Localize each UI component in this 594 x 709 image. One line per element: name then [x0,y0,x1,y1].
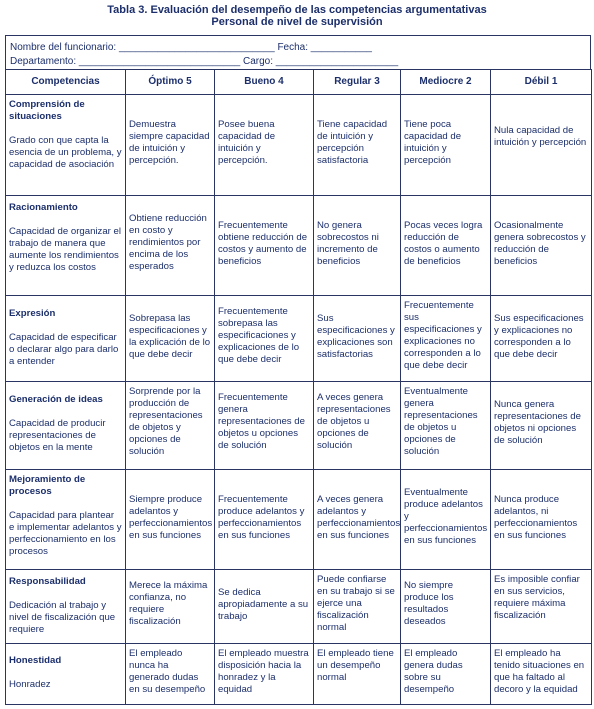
header-regular: Regular 3 [314,70,401,95]
competency-description: Honradez [9,679,51,690]
competency-description: Grado con que capta la esencia de un problema, y capacidad de asociación [9,135,122,170]
level-cell [314,382,401,470]
departamento-cargo-line[interactable]: Departamento: _____________________________ Cargo: ______________________ [10,56,399,67]
level-cell [491,95,592,196]
level-text: Frecuentemente genera representaciones de objetos u opciones de solución [218,392,305,451]
level-text: No siempre produce los resultados deseados [404,580,454,627]
level-text: Sus especificaciones y explicaciones no corresponden a lo que debe decir [494,313,584,360]
competency-description: Capacidad de producir representaciones de objetos en la mente [9,418,106,453]
level-text: Demuestra siempre capacidad de intuición y percepción. [129,119,210,166]
level-text: El empleado muestra disposición hacia la honradez y la equidad [218,648,309,695]
level-cell [401,570,491,644]
competency-cell [6,644,126,705]
employee-form [5,35,591,69]
level-text: Frecuentemente sus especificaciones y explicaciones no corresponden a lo que debe decir [404,300,482,371]
level-text: Obtiene reducción en costo y rendimientos por encima de los esperados [129,213,207,272]
level-text: Sorprende por la producción de representaciones de objetos y opciones de solución [129,386,203,457]
level-text: Ocasionalmente genera sobrecostos y reducción de beneficios [494,220,586,267]
table-row [6,470,592,570]
level-cell [401,382,491,470]
level-cell [401,95,491,196]
level-text: Eventualmente produce adelantos y perfeccionamientos en sus funciones [404,487,488,546]
level-text: A veces genera adelantos y perfeccionamientos en sus funciones [317,494,401,541]
funcionario-fecha-line[interactable]: Nombre del funcionario: ____________________________ Fecha: ___________ [10,42,372,53]
level-text: Tiene capacidad de intuición y percepción satisfactoria [317,119,388,166]
competency-name: Generación de ideas [9,394,103,405]
level-cell [215,196,314,296]
level-text: Sus especificaciones y explicaciones son satisfactorias [317,313,395,360]
level-text: Tiene poca capacidad de intuición y percepción [404,119,462,166]
competency-description: Capacidad de organizar el trabajo de manera que aumente los rendimientos y reduzca los costos [9,226,122,273]
level-cell [401,644,491,705]
competency-cell [6,570,126,644]
competency-cell [6,382,126,470]
table-row [6,382,592,470]
table-row [6,196,592,296]
header-debil: Débil 1 [491,70,592,95]
level-cell [215,95,314,196]
level-cell [491,570,592,644]
level-text: Sobrepasa las especificaciones y la explicación de lo que debe decir [129,313,211,360]
header-mediocre: Mediocre 2 [401,70,491,95]
level-text: Frecuentemente sobrepasa las especificaciones y explicaciones de lo que debe decir [218,306,300,365]
level-cell [126,470,215,570]
level-cell [215,644,314,705]
level-cell [401,470,491,570]
level-cell [314,644,401,705]
level-cell [491,644,592,705]
level-cell [491,470,592,570]
level-cell [314,570,401,644]
competency-name: Comprensión de situaciones [9,99,85,122]
title-line-2: Personal de nivel de supervisión [211,16,383,28]
level-cell [126,296,215,382]
competency-description: Dedicación al trabajo y nivel de fiscalización que requiere [9,600,116,635]
evaluation-table [5,69,592,705]
level-cell [126,644,215,705]
level-text: Posee buena capacidad de intuición y percepción. [218,119,276,166]
level-cell [215,296,314,382]
level-text: No genera sobrecostos ni incremento de beneficios [317,220,379,267]
level-cell [314,470,401,570]
level-cell [491,382,592,470]
level-text: Merece la máxima confianza, no requiere fiscalización [129,580,208,627]
competency-name: Responsabilidad [9,576,86,587]
level-text: Siempre produce adelantos y perfeccionamientos en sus funciones [129,494,213,541]
competency-name: Mejoramiento de procesos [9,474,86,497]
level-cell [215,570,314,644]
level-text: Eventualmente genera representaciones de objetos u opciones de solución [404,386,478,457]
table-title [0,0,594,34]
competency-name: Honestidad [9,655,62,666]
level-text: Nula capacidad de intuición y percepción [494,125,587,148]
level-text: El empleado genera dudas sobre su desempeño [404,648,463,695]
level-text: Frecuentemente obtiene reducción de costos y aumento de beneficios [218,220,308,267]
competency-cell [6,470,126,570]
title-line-1: Tabla 3. Evaluación del desempeño de las competencias argumentativas [107,4,487,16]
level-text: El empleado ha tenido situaciones en que ha faltado al decoro y la equidad [494,648,585,695]
table-row [6,296,592,382]
level-text: Nunca genera representaciones de objetos ni opciones de solución [494,399,581,446]
header-competencias: Competencias [6,70,126,95]
level-cell [126,382,215,470]
competency-name: Racionamiento [9,202,78,213]
level-text: A veces genera representaciones de objetos u opciones de solución [317,392,391,451]
level-cell [215,470,314,570]
competency-cell [6,296,126,382]
competency-name: Expresión [9,308,56,319]
header-row [6,70,592,95]
level-cell [491,296,592,382]
header-bueno: Bueno 4 [215,70,314,95]
table-row [6,644,592,705]
level-text: Se dedica apropiadamente a su trabajo [218,587,309,622]
level-cell [314,196,401,296]
level-cell [126,570,215,644]
level-text: Frecuentemente produce adelantos y perfeccionamientos en sus funciones [218,494,305,541]
level-cell [491,196,592,296]
level-cell [126,95,215,196]
level-cell [401,296,491,382]
competency-cell [6,196,126,296]
competency-cell [6,95,126,196]
level-text: El empleado nunca ha generado dudas en su desempeño [129,648,206,695]
level-cell [314,95,401,196]
level-cell [401,196,491,296]
level-cell [126,196,215,296]
level-text: Puede confiarse en su trabajo si se ejerce una fiscalización normal [317,574,395,633]
level-cell [314,296,401,382]
header-optimo: Óptimo 5 [126,70,215,95]
table-row [6,95,592,196]
competency-description: Capacidad para plantear e implementar adelantos y perfeccionamiento en los procesos [9,510,122,557]
level-cell [215,382,314,470]
level-text: Es imposible confiar en sus servicios, requiere máxima fiscalización [494,574,580,621]
competency-description: Capacidad de especificar o declarar algo para darlo a entender [9,332,119,367]
level-text: Nunca produce adelantos, ni perfeccionamientos en sus funciones [494,494,578,541]
level-text: Pocas veces logra reducción de costos o aumento de beneficios [404,220,483,267]
table-row [6,570,592,644]
level-text: El empleado tiene un desempeño normal [317,648,394,683]
